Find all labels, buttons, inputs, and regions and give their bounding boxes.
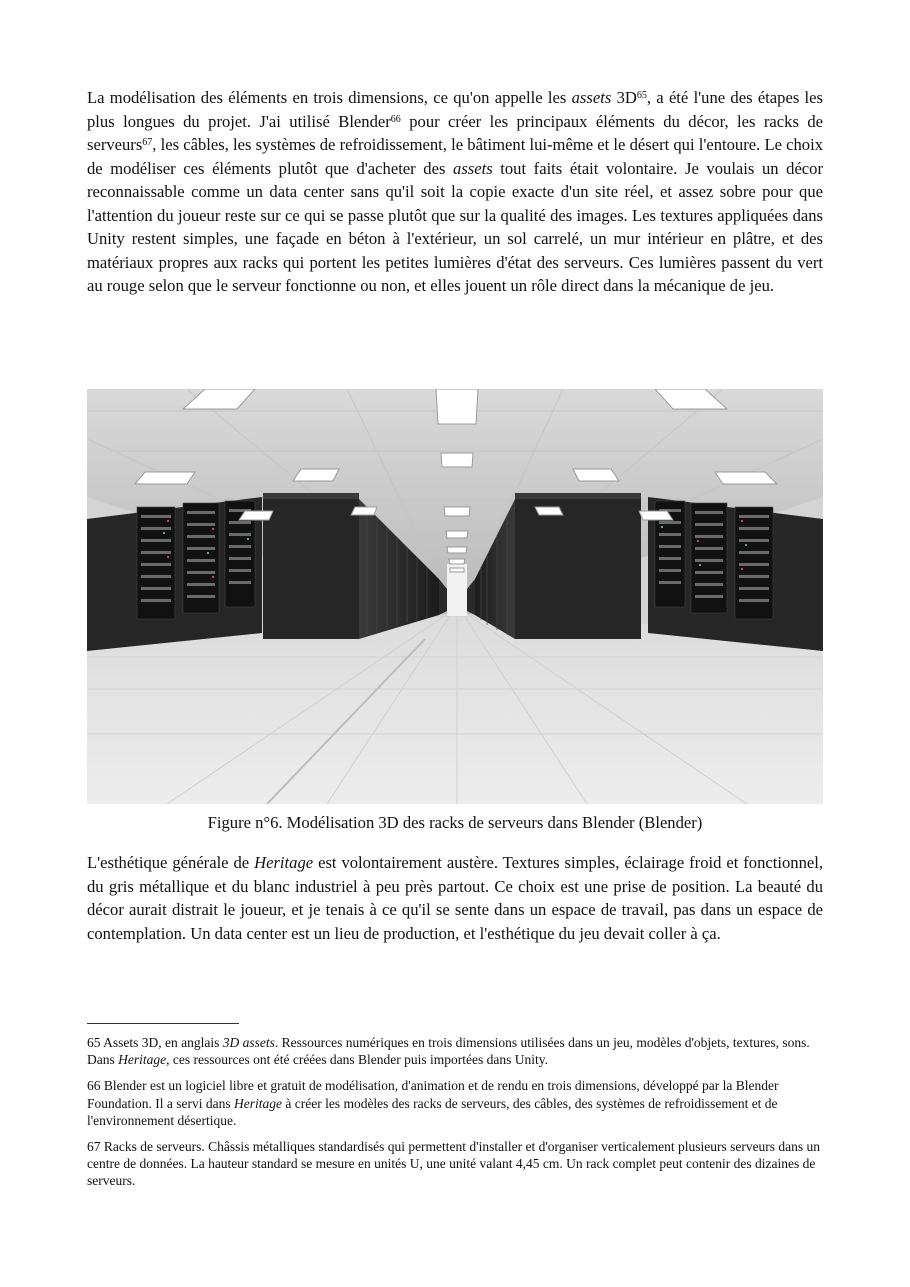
- text-run: 67 Racks de serveurs. Châssis métalliques standardisés qui permettent d'installer et d'organiser verticalement plusieurs serveurs dans un centre de données. La hauteur standard se mesure en unités U, une unité valant 4,45 cm. Un rack complet peut contenir des dizaines de serveurs.: [87, 1139, 821, 1189]
- footnote-67: [87, 1138, 823, 1190]
- text-run: tout faits était volontaire. Je voulais un décor reconnaissable comme un data center sans qu'il soit la copie exacte d'un site réel, et assez sobre pour que l'attention du joueur reste sur ce qui se passe plutôt que sur la qualité des images. Les textures appliquées dans Unity restent simples, une façade en béton à l'extérieur, un sol carrelé, un mur intérieur en plâtre, et des matériaux propres aux racks qui portent les petites lumières d'état des serveurs. Ces lumières passent du vert au rouge selon que le serveur fonctionne ou non, et elles jouent un rôle direct dans la mécanique de jeu.: [87, 158, 823, 295]
- text-run: pour créer les principaux éléments du décor, les racks de serveurs: [87, 111, 824, 154]
- text-run: , les câbles, les systèmes de refroidissement, le bâtiment lui-même et le désert qui l'entoure. Le choix de modéliser ces éléments plutôt que d'acheter des: [87, 135, 823, 178]
- emphasis-heritage: Heritage: [233, 1095, 282, 1111]
- text-run: , ces ressources ont été créées dans Blender puis importées dans Unity.: [166, 1052, 549, 1068]
- footnote-ref-65[interactable]: 65: [636, 90, 647, 101]
- text-run: La modélisation des éléments en trois dimensions, ce qu'on appelle les: [87, 88, 572, 107]
- figure-caption: Figure n°6. Modélisation 3D des racks de serveurs dans Blender (Blender): [207, 813, 703, 832]
- emphasis-heritage: Heritage: [254, 853, 314, 872]
- text-run: 66 Blender est un logiciel libre et gratuit de modélisation, d'animation et de rendu en trois dimensions, développé par la Blender Foundation. Il a servi dans: [87, 1078, 779, 1111]
- footnotes: [87, 1034, 823, 1199]
- emphasis-assets: assets: [453, 158, 493, 178]
- body-paragraph-2: [87, 851, 823, 945]
- text-run: L'esthétique générale de: [87, 853, 255, 872]
- emphasis-assets: assets: [571, 88, 612, 107]
- emphasis-heritage: Heritage: [118, 1052, 167, 1068]
- footnote-ref-66[interactable]: 66: [390, 113, 401, 125]
- footnote-ref-67[interactable]: 67: [142, 137, 153, 148]
- text-run: . Ressources numériques en trois dimensions utilisées dans un jeu, modèles d'objets, textures, sons. Dans: [87, 1035, 810, 1068]
- text-run: à créer les modèles des racks de serveurs, des câbles, des systèmes de refroidissement et de l'environnement désertique.: [87, 1095, 778, 1128]
- figure-server-room-render: [87, 389, 823, 804]
- text-run: 3D: [611, 88, 637, 107]
- footnote-66: [87, 1077, 823, 1129]
- text-run: , a été l'une des étapes les plus longues du projet. J'ai utilisé Blender: [87, 88, 823, 131]
- footnote-65: [87, 1034, 823, 1068]
- text-run: est volontairement austère. Textures simples, éclairage froid et fonctionnel, du gris métallique et du blanc industriel à peu près partout. Ce choix est une prise de position. La beauté du décor aurait distrait le joueur, et je tenais à ce qu'il se sente dans un espace de travail, pas dans un espace de contemplation. Un data center est un lieu de production, et l'esthétique du jeu devait coller à ça.: [87, 853, 824, 943]
- footnote-separator: [87, 1023, 239, 1024]
- body-paragraph-1: [87, 86, 823, 298]
- text-run: 65 Assets 3D, en anglais: [87, 1035, 223, 1050]
- server-room-image: [87, 389, 823, 804]
- emphasis-3d-assets: 3D assets: [222, 1035, 275, 1050]
